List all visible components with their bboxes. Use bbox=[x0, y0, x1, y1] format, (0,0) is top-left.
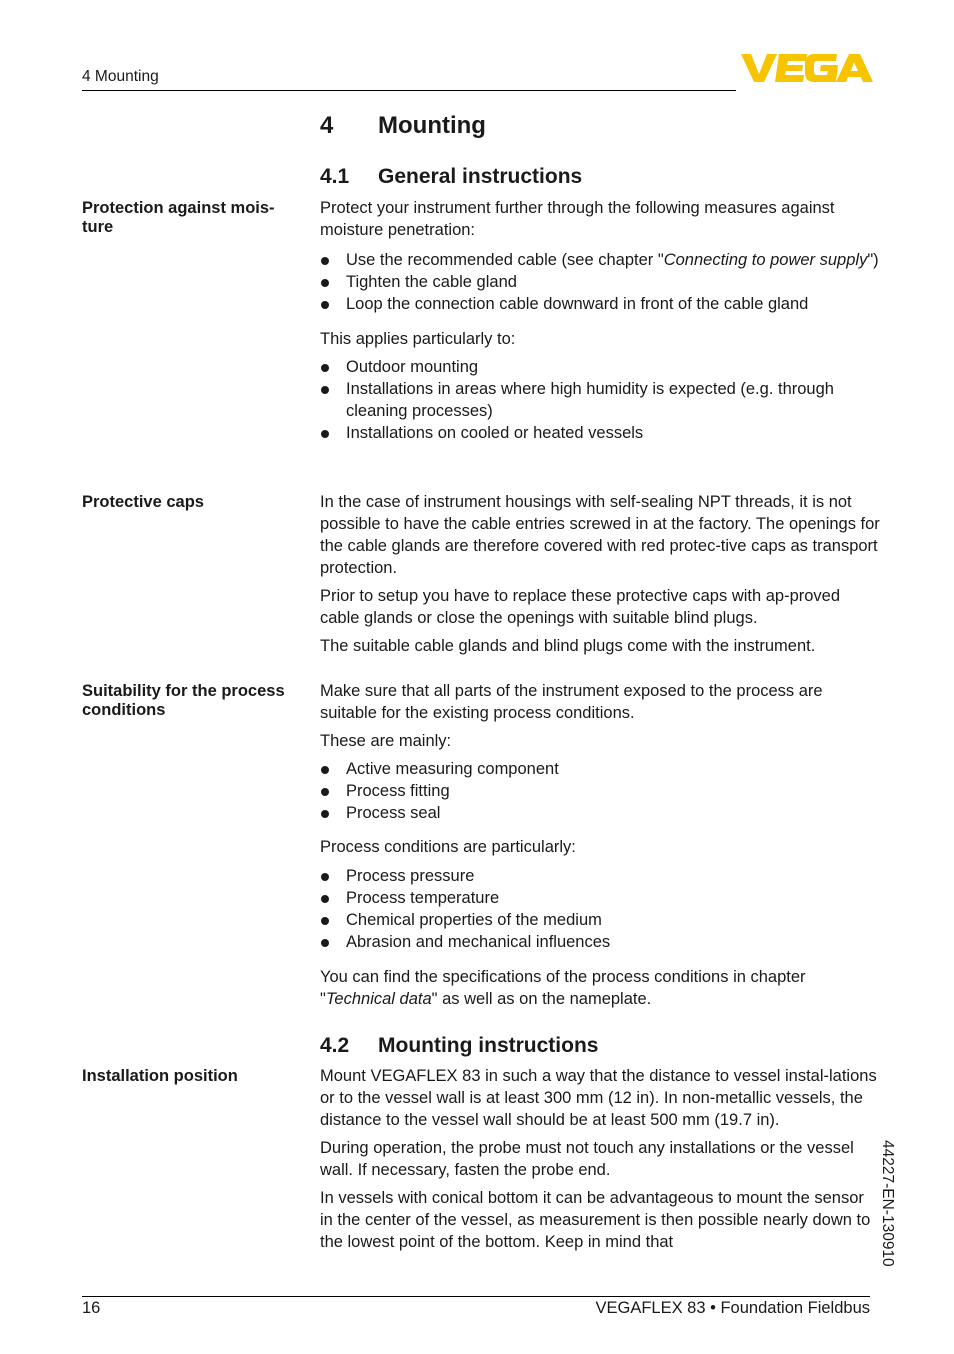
header-rule bbox=[82, 90, 736, 91]
paragraph: Mount VEGAFLEX 83 in such a way that the distance to vessel instal-lations or to the vessel wall is at least 300 mm (12 in). In non-metallic vessels, the distance to the vessel wall should be at least 500 mm (19.7 in). bbox=[320, 1067, 877, 1129]
caps-block bbox=[320, 491, 880, 657]
moisture-intro: Protect your instrument further through the following measures against moisture penetration: bbox=[320, 199, 835, 239]
paragraph: In the case of instrument housings with self-sealing NPT threads, it is not possible to have the cable entries screwed in at the factory. The openings for the cable glands are therefore covered with red protec-tive caps as transport protection. bbox=[320, 493, 880, 577]
suitability-block bbox=[320, 680, 880, 1010]
list-item: Use the recommended cable (see chapter "Connecting to power supply") bbox=[320, 249, 880, 271]
conditions-list bbox=[320, 865, 880, 953]
paragraph: You can find the specifications of the process conditions in chapter "Technical data" as well as on the nameplate. bbox=[320, 968, 806, 1008]
sidebar-moisture: Protection against mois- ture bbox=[82, 199, 275, 236]
list-item: Installations in areas where high humidity is expected (e.g. through cleaning processes) bbox=[320, 378, 880, 422]
section-title: Mounting instructions bbox=[378, 1034, 599, 1057]
section-number: 4.1 bbox=[320, 165, 350, 188]
paragraph: These are mainly: bbox=[320, 732, 452, 750]
section-number: 4.2 bbox=[320, 1034, 350, 1057]
list-item: Process fitting bbox=[320, 780, 880, 802]
running-header: 4 Mounting bbox=[82, 68, 159, 85]
list-item: Chemical properties of the medium bbox=[320, 909, 880, 931]
moisture-measures-list bbox=[320, 249, 880, 315]
paragraph: Process conditions are particularly: bbox=[320, 838, 576, 856]
mainly-list bbox=[320, 758, 880, 824]
paragraph: During operation, the probe must not touch any installations or the vessel wall. If necessary, fasten the probe end. bbox=[320, 1139, 854, 1179]
paragraph: Prior to setup you have to replace these protective caps with ap-proved cable glands or close the openings with suitable blind plugs. bbox=[320, 587, 841, 627]
list-item: Active measuring component bbox=[320, 758, 880, 780]
paragraph: In vessels with conical bottom it can be advantageous to mount the sensor in the center of the vessel, as measurement is then possible nearly down to the lowest point of the bottom. Keep in mind that bbox=[320, 1189, 871, 1251]
paragraph: The suitable cable glands and blind plugs come with the instrument. bbox=[320, 637, 816, 655]
sidebar-suitability: Suitability for the process conditions bbox=[82, 682, 285, 719]
section-title: General instructions bbox=[378, 165, 583, 188]
list-item: Tighten the cable gland bbox=[320, 271, 880, 293]
list-item: Loop the connection cable downward in front of the cable gland bbox=[320, 293, 880, 315]
applies-list bbox=[320, 356, 880, 444]
footer-rule bbox=[82, 1296, 870, 1297]
applies-text: This applies particularly to: bbox=[320, 330, 516, 348]
document-id: 44227-EN-130910 bbox=[879, 1140, 896, 1267]
list-item: Process seal bbox=[320, 802, 880, 824]
list-item: Process pressure bbox=[320, 865, 880, 887]
paragraph: Make sure that all parts of the instrument exposed to the process are suitable for the existing process conditions. bbox=[320, 682, 823, 722]
chapter-title: Mounting bbox=[378, 112, 486, 139]
section-heading-4-1 bbox=[320, 165, 582, 189]
section-heading-4-2 bbox=[320, 1034, 598, 1058]
vega-logo bbox=[741, 52, 873, 84]
list-item: Abrasion and mechanical influences bbox=[320, 931, 880, 953]
page-number: 16 bbox=[82, 1299, 101, 1317]
moisture-block bbox=[320, 197, 880, 444]
chapter-number: 4 bbox=[320, 112, 334, 139]
list-item: Outdoor mounting bbox=[320, 356, 880, 378]
chapter-heading bbox=[320, 112, 486, 140]
sidebar-installation-position: Installation position bbox=[82, 1067, 238, 1085]
footer-product: VEGAFLEX 83 • Foundation Fieldbus bbox=[595, 1299, 870, 1317]
installation-block bbox=[320, 1065, 880, 1253]
list-item: Installations on cooled or heated vessels bbox=[320, 422, 880, 444]
sidebar-protective-caps: Protective caps bbox=[82, 493, 204, 511]
list-item: Process temperature bbox=[320, 887, 880, 909]
